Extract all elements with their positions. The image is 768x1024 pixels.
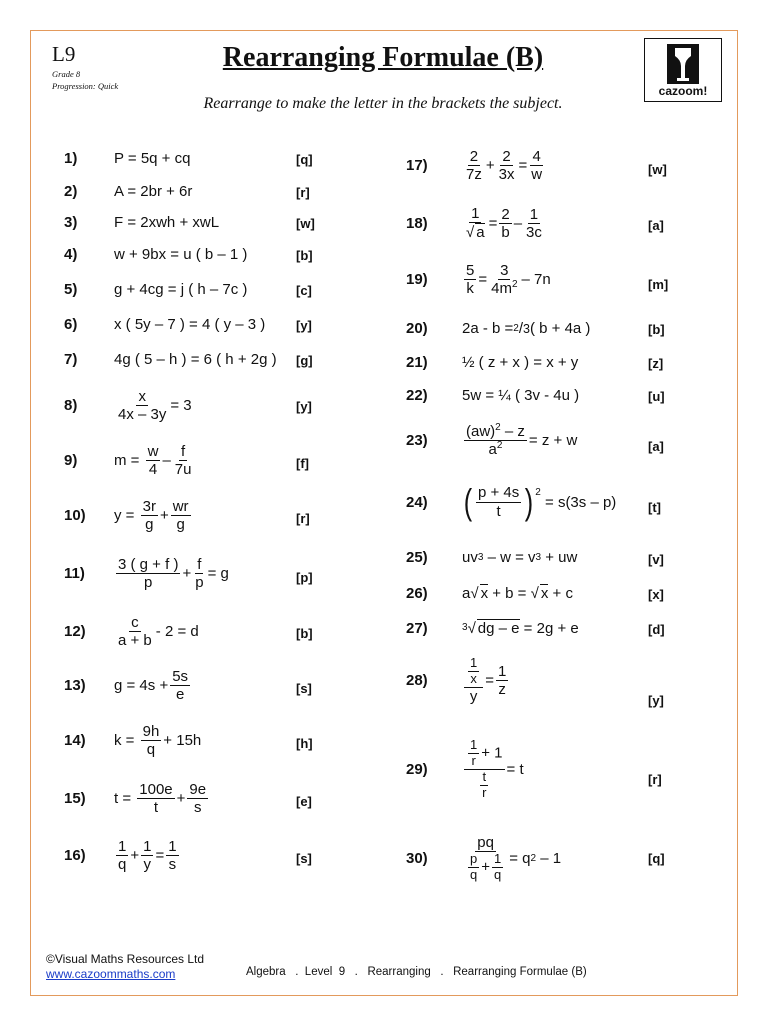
formula: $\frac{5}{k}$ = $\frac{3}{4m^2}$ – 7n — [466, 262, 551, 298]
question-number: 25) — [406, 549, 428, 566]
website-link[interactable]: www.cazoommaths.com — [46, 967, 176, 981]
question-11 — [64, 556, 229, 592]
subject-letter: [s] — [296, 851, 312, 866]
subject-letter: [g] — [296, 353, 313, 368]
progression-label: Progression: Quick — [52, 81, 119, 91]
formula: t = $\frac{100e}{t}$ + $\frac{9e}{s}$ — [114, 781, 207, 817]
question-number: 28) — [406, 672, 428, 690]
formula: g = 4s + $\frac{5s}{e}$ — [114, 668, 189, 704]
question-16 — [64, 838, 181, 874]
question-27 — [406, 619, 579, 637]
subject-letter: [v] — [648, 552, 664, 567]
instructions: Rearrange to make the letter in the brackets the subject. — [203, 95, 563, 112]
subject-letter: [w] — [296, 216, 315, 231]
question-number: 18) — [406, 214, 428, 232]
question-23 — [406, 423, 577, 459]
question-19 — [406, 262, 551, 298]
formula: $\frac{c}{a + b}$ - 2 = d — [118, 614, 199, 650]
subject-letter: [r] — [296, 185, 310, 200]
subject-letter: [z] — [648, 356, 664, 371]
question-21 — [406, 354, 578, 371]
question-15 — [64, 781, 210, 817]
question-number: 30) — [406, 850, 428, 868]
question-number: 4) — [64, 246, 78, 263]
question-number: 8) — [64, 397, 78, 415]
copyright-notice: ©Visual Maths Resources Ltd — [46, 952, 205, 966]
formula: P = 5q + cq — [114, 150, 191, 167]
subject-letter: [b] — [648, 322, 665, 337]
question-number: 3) — [64, 214, 78, 231]
subject-letter: [s] — [296, 681, 312, 696]
formula: $\frac{1}{r}$ + 1 $\frac{t}{r}$ = t — [462, 738, 524, 801]
question-22 — [406, 387, 579, 404]
question-1 — [64, 150, 190, 167]
question-18 — [406, 205, 546, 242]
question-number: 5) — [64, 281, 78, 298]
subject-letter: [y] — [296, 399, 312, 414]
question-4 — [64, 246, 247, 263]
question-number: 9) — [64, 452, 78, 470]
question-3 — [64, 214, 219, 231]
question-28 — [406, 656, 510, 705]
subject-letter: [c] — [296, 283, 312, 298]
question-20 — [406, 320, 590, 337]
formula: w + 9bx = u ( b – 1 ) — [114, 246, 248, 263]
subject-letter: [b] — [296, 248, 313, 263]
formula: k = $\frac{9h}{q}$ + 15h — [114, 723, 202, 759]
formula: A = 2br + 6r — [114, 183, 193, 200]
cazoom-logo-icon — [665, 44, 701, 84]
subject-letter: [w] — [648, 162, 667, 177]
question-10 — [64, 498, 193, 534]
question-number: 27) — [406, 619, 428, 637]
subject-letter: [a] — [648, 218, 664, 233]
formula: y = $\frac{3r}{g}$ + $\frac{wr}{g}$ — [114, 498, 189, 534]
formula: $\frac{x}{4x - 3y}$ = 3 — [118, 388, 192, 424]
question-number: 20) — [406, 320, 428, 337]
subject-letter: [p] — [296, 570, 313, 585]
formula: ( $\frac{p + 4s}{t}$ ) 2 = s(3s – p) — [463, 481, 617, 522]
formula: a√ x + b = √ x + c — [462, 584, 573, 602]
question-number: 1) — [64, 150, 78, 167]
formula: $\frac{2}{7z}$ + $\frac{2}{3x}$ = $\frac{4}{w}$ — [466, 148, 543, 184]
page-title: Rearranging Formulae (B) — [222, 42, 544, 73]
cazoom-logo — [644, 38, 722, 102]
question-number: 15) — [64, 790, 86, 808]
question-5 — [64, 281, 247, 298]
subject-letter: [h] — [296, 736, 313, 751]
subject-letter: [x] — [648, 587, 664, 602]
subject-letter: [e] — [296, 794, 312, 809]
question-17 — [406, 148, 546, 184]
question-number: 2) — [64, 183, 78, 200]
question-12 — [64, 614, 199, 650]
grade-label: Grade 8 — [52, 69, 81, 79]
subject-letter: [r] — [648, 772, 662, 787]
formula: 3 √ dg – e = 2g + e — [462, 619, 579, 637]
formula: g + 4cg = j ( h – 7c ) — [114, 281, 248, 298]
subject-letter: [f] — [296, 456, 309, 471]
formula: F = 2xwh + xwL — [114, 214, 220, 231]
question-26 — [406, 584, 573, 602]
question-29 — [406, 738, 524, 801]
formula: pq $\frac{p}{q}$ + $\frac{1}{q}$ = q 2 – 1 — [470, 834, 562, 883]
formula: m = $\frac{w}{4}$ – $\frac{f}{7u}$ — [114, 443, 192, 479]
subject-letter: [u] — [648, 389, 665, 404]
question-8 — [64, 388, 192, 424]
question-number: 14) — [64, 732, 86, 750]
subject-letter: [q] — [296, 152, 313, 167]
formula: 4g ( 5 – h ) = 6 ( h + 2g ) — [114, 351, 277, 368]
question-2 — [64, 183, 192, 200]
question-9 — [64, 443, 195, 479]
question-6 — [64, 316, 265, 333]
question-13 — [64, 668, 192, 704]
subject-letter: [r] — [296, 511, 310, 526]
subject-letter: [t] — [648, 500, 661, 515]
formula: uv 3 – w = v 3 + uw — [462, 549, 578, 566]
subject-letter: [y] — [648, 693, 664, 708]
question-number: 6) — [64, 316, 78, 333]
formula: ½ ( z + x ) = x + y — [462, 354, 579, 371]
level-label: L9 — [52, 42, 76, 66]
subject-letter: [d] — [648, 622, 665, 637]
question-number: 12) — [64, 623, 86, 641]
question-number: 17) — [406, 157, 428, 175]
question-number: 23) — [406, 432, 428, 450]
formula: 5w = ¼ ( 3v - 4u ) — [462, 387, 580, 404]
question-25 — [406, 549, 577, 566]
subject-letter: [y] — [296, 318, 312, 333]
formula: 2a - b = 2 / 3 ( b + 4a ) — [462, 320, 591, 337]
question-number: 13) — [64, 677, 86, 695]
subject-letter: [b] — [296, 626, 313, 641]
question-7 — [64, 351, 277, 368]
formula: $\frac{3 ( g + f )}{p}$ + $\frac{f}{p}$ = g — [118, 556, 229, 592]
question-number: 29) — [406, 760, 428, 778]
subject-letter: [q] — [648, 851, 665, 866]
formula: $\frac{(aw)^2 - z}{a^2}$ = z + w — [466, 422, 578, 459]
question-number: 7) — [64, 351, 78, 368]
footer-breadcrumb: Algebra . Level 9 . Rearranging . Rearranging Formulae (B) — [246, 966, 587, 978]
formula: $\frac{1}{√ a}$ = $\frac{2}{b}$ – $\frac{1}{3c}$ — [466, 205, 542, 242]
question-number: 19) — [406, 271, 428, 289]
question-number: 26) — [406, 584, 428, 602]
question-number: 22) — [406, 387, 428, 404]
subject-letter: [a] — [648, 439, 664, 454]
question-number: 16) — [64, 847, 86, 865]
logo-text: cazoom! — [658, 84, 708, 98]
question-number: 10) — [64, 507, 86, 525]
formula: x ( 5y – 7 ) = 4 ( y – 3 ) — [114, 316, 266, 333]
question-14 — [64, 723, 201, 759]
subject-letter: [m] — [648, 277, 669, 292]
formula: $\frac{\frac{1}{x}}{y}$ = $\frac{1}{z}$ — [462, 656, 510, 705]
question-24 — [406, 481, 617, 522]
question-number: 21) — [406, 354, 428, 371]
formula: $\frac{1}{q}$ + $\frac{1}{y}$ = $\frac{1}{s}$ — [118, 838, 177, 874]
question-30 — [406, 834, 561, 883]
question-number: 11) — [64, 565, 85, 583]
question-number: 24) — [406, 493, 428, 511]
